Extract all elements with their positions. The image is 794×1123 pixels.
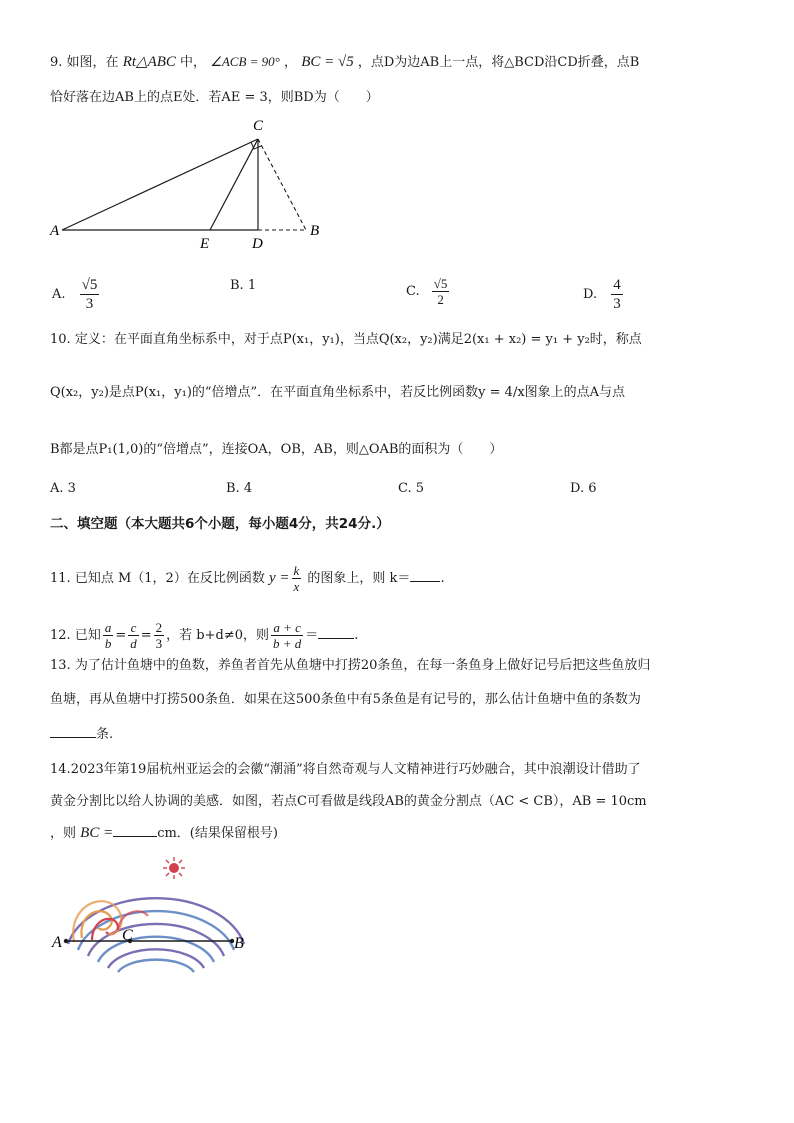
q10-option-d[interactable]: D. 6 — [570, 481, 597, 496]
q10-line1: 10. 定义：在平面直角坐标系中，对于点P(x₁，y₁)，当点Q(x₂，y₂)满足2(x₁ + x₂) = y₁ + y₂时，称点 — [50, 332, 642, 347]
label-d: D — [252, 236, 263, 252]
q12-number: 12. — [50, 628, 71, 643]
segment-ac — [62, 139, 258, 230]
q12-line: 12. 已知 $\frac{a}{b}$ = $\frac{c}{d}$ = $\frac{2}{3}$ ，若 b+d≠0，则 $\frac{a + c}{b + d}$ ＝ . — [50, 620, 359, 651]
label-c: C — [122, 927, 133, 944]
q14-line1: 14.2023年第19届杭州亚运会的会徽“潮涌”将自然奇观与人文精神进行巧妙融合，其中浪潮设计借助了 — [50, 762, 641, 777]
label-e: E — [200, 236, 210, 252]
q9-option-a[interactable]: A. $\frac{√5}{3}$ — [52, 277, 98, 312]
q9-option-b[interactable]: B. 1 — [230, 278, 257, 293]
q11-answer-blank[interactable] — [410, 567, 440, 582]
label-c: C — [253, 118, 264, 134]
q10-line3: B都是点P₁(1,0)的“倍增点”，连接OA，OB，AB，则△OAB的面积为（ ） — [50, 442, 503, 457]
q9-option-d[interactable]: D. $\frac{4}{3}$ — [583, 277, 621, 312]
q12-answer-blank[interactable] — [318, 624, 354, 639]
point-a — [64, 939, 68, 943]
label-a: A — [50, 223, 60, 239]
q14-number: 14. — [50, 762, 71, 777]
segment-ce — [210, 139, 258, 230]
q13-number: 13. — [50, 658, 71, 673]
q11-number: 11. — [50, 571, 71, 586]
q13-line2: 鱼塘，再从鱼塘中打捞500条鱼．如果在这500条鱼中有5条鱼是有记号的，那么估计鱼塘中鱼的条数为 — [50, 692, 641, 707]
q9-line2: 恰好落在边AB上的点E处．若AE = 3，则BD为（ ） — [50, 90, 379, 105]
wave-crest-icon — [73, 901, 148, 942]
q10-option-c[interactable]: C. 5 — [398, 481, 425, 496]
q10-option-b[interactable]: B. 4 — [226, 481, 253, 496]
q9-c-den: 2 — [437, 292, 444, 307]
q10-line2: Q(x₂，y₂)是点P(x₁，y₁)的“倍增点”．在平面直角坐标系中，若反比例函数y = 4/x图象上的点A与点 — [50, 385, 626, 400]
q14-figure-asian-games-logo — [48, 852, 268, 977]
q9-d-num: 4 — [613, 277, 621, 293]
q9-figure — [48, 112, 348, 252]
q14-line3: ，则 BC = cm．(结果保留根号) — [50, 822, 278, 844]
q9-number: 9. — [50, 55, 63, 70]
label-a: A — [52, 934, 62, 951]
q10-option-a[interactable]: A. 3 — [50, 481, 76, 496]
q9-c-num: √5 — [433, 276, 448, 291]
q10-number: 10. — [50, 332, 71, 347]
q14-line2: 黄金分割比以给人协调的美感．如图，若点C可看做是线段AB的黄金分割点（AC < CB），AB = 10cm — [50, 794, 647, 809]
q13-answer-blank[interactable] — [50, 723, 96, 738]
sun-icon — [163, 857, 185, 879]
section-title-fill-in: 二、填空题（本大题共6个小题，每小题4分，共24分.） — [50, 516, 390, 532]
q14-answer-blank[interactable] — [113, 822, 157, 837]
q11-func: y = — [268, 570, 290, 586]
q13-line1: 13. 为了估计鱼塘中的鱼数，养鱼者首先从鱼塘中打捞20条鱼，在每一条鱼身上做好记号后把这些鱼放归 — [50, 658, 651, 673]
label-b: B — [234, 935, 244, 952]
q9-line1: 9. 如图，在 Rt△ABC 中， ∠ACB = 90° ， BC = √5 ，点D为边AB上一点，将△BCD沿CD折叠，点B — [50, 54, 640, 70]
q11-line: 11. 已知点 M（1，2）在反比例函数 y = $\frac{k}{x}$ 的图象上，则 k＝ . — [50, 563, 445, 594]
q9-option-c[interactable]: C. $\frac{√5}{2}$ — [406, 276, 448, 307]
q9-a-den: 3 — [85, 296, 94, 312]
q9-a-num: √5 — [81, 277, 98, 293]
segment-cb-dashed — [258, 139, 306, 230]
q13-line3: 条. — [50, 723, 113, 745]
wave-arcs-icon — [68, 898, 244, 972]
q9-d-den: 3 — [613, 296, 621, 312]
label-b: B — [310, 223, 320, 239]
